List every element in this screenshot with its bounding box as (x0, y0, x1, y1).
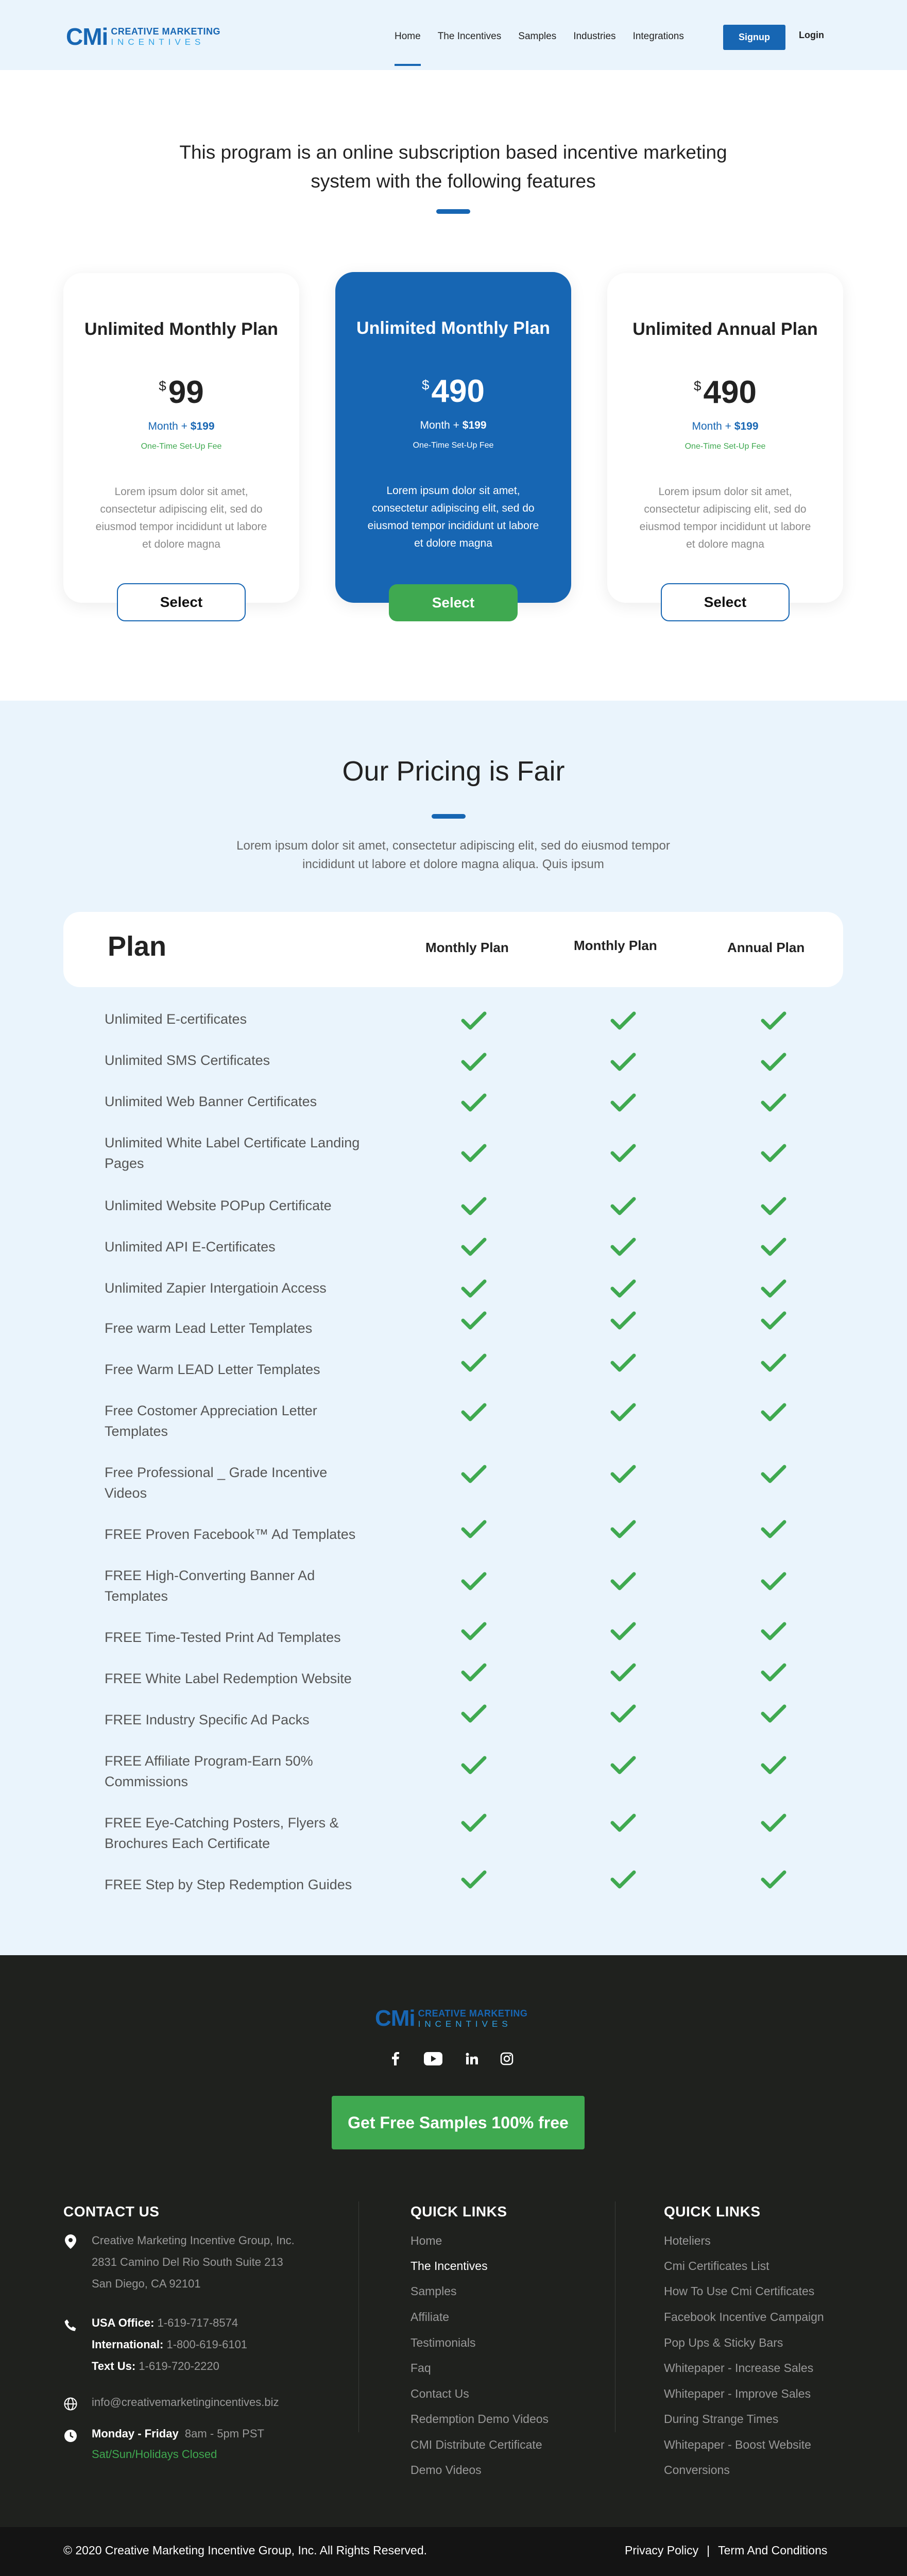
logo-line1: CREATIVE MARKETING (111, 26, 220, 37)
feature-label: Unlimited Website POPup Certificate (105, 1198, 332, 1213)
footer-link[interactable]: CMI Distribute Certificate (410, 2438, 542, 2451)
contact-heading: CONTACT US (63, 2204, 160, 2219)
check-icon (610, 1572, 636, 1592)
footer-link[interactable]: Affiliate (410, 2310, 450, 2324)
footer-link[interactable]: Hoteliers (664, 2234, 711, 2247)
check-icon (610, 1279, 636, 1300)
check-icon (610, 1144, 636, 1164)
address-line-1: Creative Marketing Incentive Group, Inc. (92, 2234, 295, 2247)
feature-label: Free Warm LEAD Letter Templates (105, 1362, 320, 1377)
check-icon (461, 1144, 487, 1164)
feature-label: FREE Proven Facebook™ Ad Templates (105, 1527, 356, 1542)
footer-link[interactable]: Whitepaper - Improve Sales (664, 2387, 811, 2400)
feature-label: FREE Industry Specific Ad Packs (105, 1712, 310, 1727)
check-icon (610, 1622, 636, 1642)
nav-home[interactable]: Home (395, 31, 421, 42)
contact-address (92, 2230, 295, 2295)
check-icon (610, 1870, 636, 1891)
footer-link[interactable]: During Strange Times (664, 2412, 779, 2426)
check-icon (610, 1520, 636, 1540)
check-icon (610, 1663, 636, 1684)
check-icon (610, 1814, 636, 1834)
footer-logo-line1: CREATIVE MARKETING (418, 2008, 528, 2019)
terms-link[interactable]: Term And Conditions (718, 2544, 828, 2557)
plan-fee: One-Time Set-Up Fee (684, 442, 766, 451)
phone-icon (63, 2318, 78, 2333)
footer-link[interactable]: Pop Ups & Sticky Bars (664, 2336, 783, 2349)
footer-link[interactable]: How To Use Cmi Certificates (664, 2284, 815, 2298)
check-icon (761, 1520, 786, 1540)
plan-fee: One-Time Set-Up Fee (413, 441, 494, 450)
check-icon (461, 1663, 487, 1684)
check-icon (761, 1870, 786, 1891)
title-underline (436, 209, 470, 214)
check-icon (461, 1520, 487, 1540)
check-icon (761, 1572, 786, 1592)
column-monthly-plan-2: Monthly Plan (574, 938, 657, 953)
pricing-table-header (63, 912, 843, 987)
check-icon (761, 1311, 786, 1332)
hours-value: 8am - 5pm PST (184, 2427, 264, 2440)
logo[interactable] (66, 23, 220, 50)
hours-label: Monday - Friday (92, 2427, 179, 2440)
address-line-3: San Diego, CA 92101 (92, 2277, 201, 2290)
footer-link[interactable]: Cmi Certificates List (664, 2259, 769, 2273)
check-icon (761, 1144, 786, 1164)
check-icon (761, 1353, 786, 1374)
login-link[interactable]: Login (799, 30, 824, 40)
plan-price: $490 (422, 374, 485, 409)
check-icon (761, 1279, 786, 1300)
location-pin-icon (63, 2234, 78, 2249)
linkedin-icon[interactable] (463, 2049, 481, 2068)
plan-card-monthly-490 (335, 272, 571, 611)
footer-link[interactable]: Testimonials (410, 2336, 476, 2349)
feature-label: Unlimited Zapier Intergatioin Access (105, 1280, 327, 1296)
feature-label: FREE Time-Tested Print Ad Templates (105, 1630, 341, 1645)
plan-card-monthly-99 (63, 273, 299, 610)
footer-logo-line2: INCENTIVES (418, 2019, 512, 2029)
globe-icon (63, 2397, 78, 2411)
feature-label: Unlimited E-certificates (105, 1011, 247, 1027)
intro-title: This program is an online subscription based incentive marketing system with the following features (179, 142, 727, 192)
usa-office-phone[interactable]: 1-619-717-8574 (157, 2316, 238, 2329)
check-icon (761, 1197, 786, 1217)
text-us-phone[interactable]: 1-619-720-2220 (139, 2360, 219, 2372)
international-label: International: (92, 2338, 164, 2351)
nav-incentives[interactable]: The Incentives (437, 31, 502, 42)
feature-label: Unlimited Web Banner Certificates (105, 1094, 317, 1109)
footer-link[interactable]: Conversions (664, 2463, 730, 2477)
footer-link[interactable]: Redemption Demo Videos (410, 2412, 549, 2426)
feature-label: Free Professional _ Grade Incentive Videos (105, 1465, 328, 1501)
youtube-icon[interactable] (423, 2049, 443, 2068)
check-icon (761, 1756, 786, 1776)
check-icon (761, 1704, 786, 1725)
check-icon (461, 1704, 487, 1725)
footer-logo[interactable] (375, 2006, 527, 2031)
get-free-samples-button[interactable]: Get Free Samples 100% free (332, 2096, 585, 2149)
check-icon (461, 1053, 487, 1073)
legal-links (625, 2544, 827, 2557)
check-icon (461, 1238, 487, 1258)
check-icon (761, 1011, 786, 1032)
check-icon (610, 1053, 636, 1073)
check-icon (610, 1197, 636, 1217)
check-icon (761, 1093, 786, 1114)
check-icon (461, 1572, 487, 1592)
footer-link[interactable]: Samples (410, 2284, 457, 2298)
check-icon (761, 1622, 786, 1642)
check-icon (610, 1353, 636, 1374)
plan-title: Unlimited Monthly Plan (84, 319, 278, 339)
column-monthly-plan: Monthly Plan (425, 940, 509, 955)
pricing-title: Our Pricing is Fair (342, 756, 565, 787)
check-icon (461, 1870, 487, 1891)
logo-mark: CMi (66, 23, 108, 50)
footer-link[interactable]: Facebook Incentive Campaign (664, 2310, 824, 2324)
column-annual-plan: Annual Plan (727, 940, 805, 955)
plan-month: Month + $199 (692, 420, 759, 432)
contact-email[interactable]: info@creativemarketingincentives.biz (92, 2396, 279, 2409)
main-nav (395, 31, 684, 42)
nav-integrations[interactable]: Integrations (632, 31, 684, 42)
facebook-icon[interactable] (386, 2049, 405, 2068)
footer-link[interactable]: Faq (410, 2361, 431, 2375)
plan-description: Lorem ipsum dolor sit amet, consectetur adipiscing elit, sed do eiusmod tempor incididunt ut labore et dolore magna (367, 485, 539, 549)
plan-price: $490 (694, 375, 757, 410)
privacy-policy-link[interactable]: Privacy Policy (625, 2544, 699, 2557)
nav-industries[interactable]: Industries (573, 31, 616, 42)
feature-label: Unlimited SMS Certificates (105, 1053, 270, 1068)
quick-links-heading-1: QUICK LINKS (410, 2204, 507, 2219)
closed-days: Sat/Sun/Holidays Closed (92, 2448, 217, 2461)
check-icon (610, 1403, 636, 1423)
select-button[interactable]: Select (661, 583, 790, 621)
check-icon (761, 1465, 786, 1485)
check-icon (610, 1238, 636, 1258)
plan-description: Lorem ipsum dolor sit amet, consectetur adipiscing elit, sed do eiusmod tempor incididunt ut labore et dolore magna (639, 486, 811, 550)
check-icon (761, 1663, 786, 1684)
feature-label: Unlimited API E-Certificates (105, 1239, 276, 1255)
plan-card-annual-490 (607, 273, 843, 610)
select-button[interactable]: Select (389, 584, 518, 621)
check-icon (610, 1465, 636, 1485)
check-icon (461, 1403, 487, 1423)
check-icon (461, 1814, 487, 1834)
footer-link[interactable]: Contact Us (410, 2387, 469, 2400)
logo-line2: INCENTIVES (111, 37, 205, 47)
feature-label: FREE White Label Redemption Website (105, 1671, 352, 1686)
feature-label: FREE Affiliate Program-Earn 50% Commissions (105, 1753, 313, 1789)
text-us-label: Text Us: (92, 2360, 136, 2372)
plan-month: Month + $199 (148, 420, 215, 432)
signup-button[interactable]: Signup (723, 25, 785, 50)
feature-label: FREE Eye-Catching Posters, Flyers & Brochures Each Certificate (105, 1815, 339, 1851)
check-icon (461, 1011, 487, 1032)
footer-logo-mark: CMi (375, 2006, 415, 2031)
pricing-title-underline (432, 814, 466, 819)
check-icon (461, 1197, 487, 1217)
instagram-icon[interactable] (498, 2049, 516, 2068)
check-icon (610, 1756, 636, 1776)
select-button[interactable]: Select (117, 583, 246, 621)
footer-link[interactable]: Whitepaper - Boost Website (664, 2438, 811, 2451)
plan-title: Unlimited Annual Plan (632, 319, 818, 339)
check-icon (461, 1465, 487, 1485)
international-phone[interactable]: 1-800-619-6101 (166, 2338, 248, 2351)
check-icon (610, 1011, 636, 1032)
plan-column-header: Plan (108, 931, 167, 962)
footer-link[interactable]: Whitepaper - Increase Sales (664, 2361, 814, 2375)
check-icon (761, 1814, 786, 1834)
plan-description: Lorem ipsum dolor sit amet, consectetur adipiscing elit, sed do eiusmod tempor incididunt ut labore et dolore magna (95, 486, 267, 550)
feature-label: Free Costomer Appreciation Letter Templates (105, 1403, 317, 1439)
check-icon (761, 1053, 786, 1073)
check-icon (461, 1279, 487, 1300)
feature-label: FREE High-Converting Banner Ad Templates (105, 1568, 315, 1604)
copyright: © 2020 Creative Marketing Incentive Group, Inc. All Rights Reserved. (63, 2544, 427, 2557)
feature-label: FREE Step by Step Redemption Guides (105, 1877, 352, 1892)
plan-month: Month + $199 (420, 419, 487, 431)
contact-phones (92, 2312, 247, 2377)
clock-icon (63, 2429, 78, 2443)
check-icon (761, 1403, 786, 1423)
check-icon (461, 1353, 487, 1374)
feature-label: Free warm Lead Letter Templates (105, 1320, 313, 1336)
check-icon (461, 1093, 487, 1114)
check-icon (610, 1093, 636, 1114)
quick-links-heading-2: QUICK LINKS (664, 2204, 761, 2219)
check-icon (461, 1311, 487, 1332)
plan-fee: One-Time Set-Up Fee (141, 442, 222, 451)
feature-label: Unlimited White Label Certificate Landing Pages (105, 1135, 360, 1171)
plan-title: Unlimited Monthly Plan (356, 318, 550, 338)
legal-separator: | (707, 2544, 710, 2557)
usa-office-label: USA Office: (92, 2316, 155, 2329)
footer-link[interactable]: Demo Videos (410, 2463, 482, 2477)
pricing-subtitle: Lorem ipsum dolor sit amet, consectetur adipiscing elit, sed do eiusmod tempor incididunt ut labore et dolore magna aliqua. Quis ipsum (236, 839, 670, 871)
check-icon (610, 1704, 636, 1725)
contact-hours (92, 2424, 264, 2465)
nav-samples[interactable]: Samples (518, 31, 557, 42)
footer-link[interactable]: The Incentives (410, 2259, 488, 2273)
footer-divider-1 (358, 2201, 359, 2432)
footer-link[interactable]: Home (410, 2234, 442, 2247)
address-line-2: 2831 Camino Del Rio South Suite 213 (92, 2256, 283, 2268)
check-icon (610, 1311, 636, 1332)
check-icon (461, 1756, 487, 1776)
check-icon (761, 1238, 786, 1258)
check-icon (461, 1622, 487, 1642)
plan-price: $99 (159, 375, 204, 410)
